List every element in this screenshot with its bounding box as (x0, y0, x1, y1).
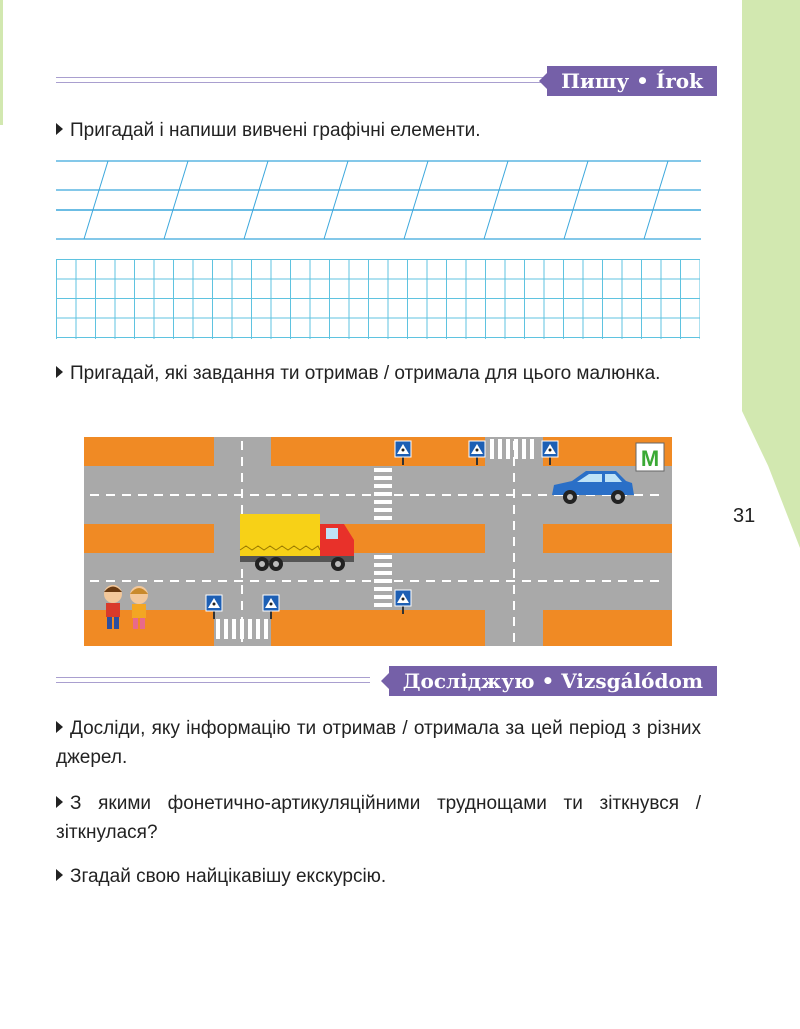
triangle-bullet-icon (56, 796, 63, 808)
banner-rule (56, 77, 546, 85)
page-number: 31 (733, 505, 756, 527)
slant-guide-line (324, 161, 348, 239)
city-block (84, 524, 214, 553)
task-recall-elements (56, 116, 701, 145)
city-block (271, 610, 485, 646)
metro-sign-icon (636, 443, 664, 471)
section-banner-explore (56, 666, 717, 696)
task-text: Пригадай, які завдання ти отримав / отримала для цього малюнка. (70, 363, 661, 384)
left-margin-mark (0, 0, 3, 125)
slant-guide-line (484, 161, 508, 239)
task-text: З якими фонетично-артикуляційними труднощами ти зіткнувся / зіткнулася? (56, 793, 701, 843)
task-phonetic-difficulties (56, 789, 701, 847)
city-block (543, 610, 672, 646)
triangle-bullet-icon (56, 123, 63, 135)
banner-rule (56, 677, 370, 685)
city-block (84, 610, 214, 646)
slant-guide-line (404, 161, 428, 239)
section-title-explore: Досліджую • Vizsgálódom (389, 666, 717, 696)
slant-guide-line (564, 161, 588, 239)
section-banner-write (56, 66, 717, 96)
city-block (271, 437, 485, 466)
triangle-bullet-icon (56, 721, 63, 733)
slant-guide-line (84, 161, 108, 239)
road-illustration (84, 437, 672, 646)
slant-guide-line (164, 161, 188, 239)
metro-letter: M (640, 446, 660, 471)
side-tab (742, 0, 800, 548)
task-research-info (56, 714, 701, 772)
task-recall-tasks (56, 359, 701, 388)
triangle-bullet-icon (56, 869, 63, 881)
task-text: Згадай свою найцікавішу екскурсію. (70, 866, 387, 887)
city-block (543, 524, 672, 553)
handwriting-lines[interactable] (56, 160, 701, 242)
city-block (84, 437, 214, 466)
task-text: Досліди, яку інформацію ти отримав / отримала за цей період з різних джерел. (56, 718, 701, 768)
slant-guide-line (644, 161, 668, 239)
section-title-write: Пишу • Írok (547, 66, 717, 96)
task-text: Пригадай і напиши вивчені графічні елементи. (70, 120, 481, 141)
square-grid[interactable] (56, 259, 700, 339)
triangle-bullet-icon (56, 366, 63, 378)
slant-guide-line (244, 161, 268, 239)
task-favorite-excursion (56, 862, 701, 891)
